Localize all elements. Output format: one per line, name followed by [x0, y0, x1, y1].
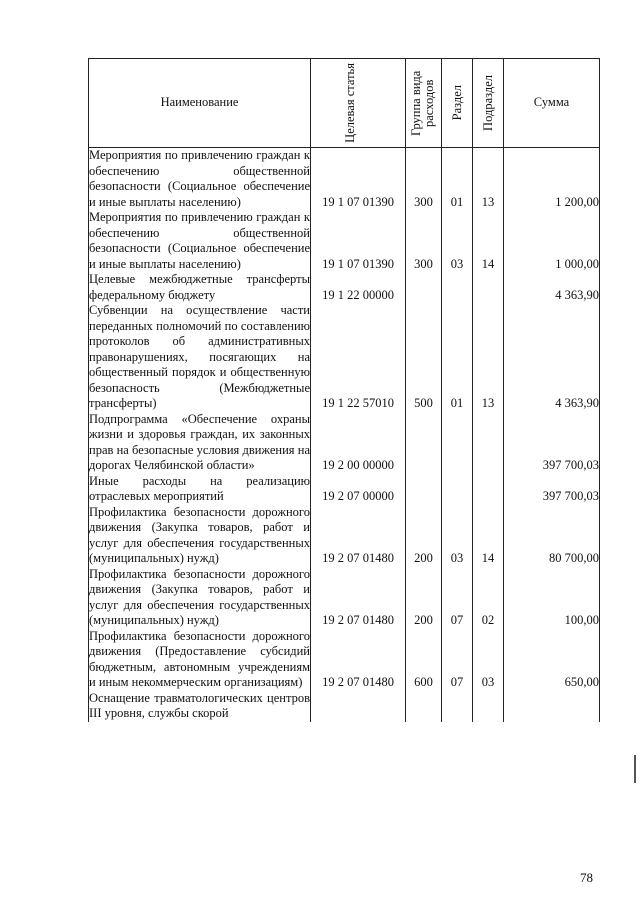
header-section: Раздел — [449, 85, 464, 121]
row-sum: 80 700,00 — [504, 505, 600, 567]
header-section-cell — [442, 59, 473, 148]
row-subsection — [473, 272, 504, 303]
table-row — [89, 272, 600, 303]
header-group: Группа вида расходов — [408, 70, 436, 136]
row-sum — [504, 691, 600, 722]
row-sum: 4 363,90 — [504, 272, 600, 303]
row-group — [406, 412, 442, 474]
row-target — [311, 691, 406, 722]
row-name: Мероприятия по привлечению граждан к обеспечению общественной безопасности (Социальное обеспечение и иные выплаты населению) — [89, 148, 310, 209]
header-sum: Сумма — [504, 59, 600, 148]
row-group: 300 — [406, 210, 442, 272]
row-subsection — [473, 474, 504, 505]
row-subsection: 13 — [473, 148, 504, 211]
row-name: Подпрограмма «Обеспечение охраны жизни и здоровья граждан, их законных прав на безопасные условия движения на дорогах Челябинской области» — [89, 411, 310, 472]
row-sum: 1 200,00 — [504, 148, 600, 211]
row-group — [406, 272, 442, 303]
row-subsection — [473, 412, 504, 474]
row-subsection: 13 — [473, 303, 504, 412]
header-subsection-cell — [473, 59, 504, 148]
row-target: 19 2 07 00000 — [311, 474, 406, 505]
row-group: 200 — [406, 567, 442, 629]
row-group: 500 — [406, 303, 442, 412]
row-name: Мероприятия по привлечению граждан к обеспечению общественной безопасности (Социальное обеспечение и иные выплаты населению) — [89, 210, 310, 271]
row-group: 300 — [406, 148, 442, 211]
row-name: Иные расходы на реализацию отраслевых мероприятий — [89, 473, 310, 503]
row-section: 03 — [442, 210, 473, 272]
row-subsection — [473, 691, 504, 722]
table-row — [89, 412, 600, 474]
row-section: 01 — [442, 303, 473, 412]
row-section: 07 — [442, 629, 473, 691]
row-group — [406, 474, 442, 505]
row-sum: 397 700,03 — [504, 474, 600, 505]
row-target: 19 1 22 00000 — [311, 272, 406, 303]
table-row — [89, 567, 600, 629]
row-section — [442, 272, 473, 303]
table-row — [89, 303, 600, 412]
row-subsection: 03 — [473, 629, 504, 691]
row-section: 07 — [442, 567, 473, 629]
row-name: Профилактика безопасности дорожного движения (Закупка товаров, работ и услуг для обеспечения государственных (муниципальных) нужд) — [89, 504, 310, 565]
header-group-cell — [406, 59, 442, 148]
row-name: Целевые межбюджетные трансферты федеральному бюджету — [89, 272, 310, 302]
budget-table — [88, 58, 600, 722]
row-section — [442, 691, 473, 722]
row-name: Оснащение травматологических центров III уровня, службы скорой — [89, 690, 310, 720]
row-name: Профилактика безопасности дорожного движения (Закупка товаров, работ и услуг для обеспечения государственных (муниципальных) нужд) — [89, 566, 310, 627]
row-section — [442, 412, 473, 474]
row-sum: 100,00 — [504, 567, 600, 629]
row-sum: 1 000,00 — [504, 210, 600, 272]
row-target: 19 1 07 01390 — [311, 210, 406, 272]
row-target: 19 2 00 00000 — [311, 412, 406, 474]
table-row — [89, 210, 600, 272]
row-section: 01 — [442, 148, 473, 211]
row-sum: 397 700,03 — [504, 412, 600, 474]
page-number: 78 — [580, 870, 593, 885]
row-section — [442, 474, 473, 505]
row-target: 19 1 07 01390 — [311, 148, 406, 211]
row-section: 03 — [442, 505, 473, 567]
row-target: 19 2 07 01480 — [311, 505, 406, 567]
row-group: 200 — [406, 505, 442, 567]
row-group — [406, 691, 442, 722]
header-subsection: Подраздел — [480, 75, 495, 131]
row-name: Профилактика безопасности дорожного движения (Предоставление субсидий бюджетным, автономным учреждениям и иным некоммерческим организациям) — [89, 628, 310, 689]
header-target: Целевая статья — [343, 63, 357, 143]
row-subsection: 14 — [473, 505, 504, 567]
row-target: 19 2 07 01480 — [311, 567, 406, 629]
row-sum: 4 363,90 — [504, 303, 600, 412]
table-row — [89, 505, 600, 567]
table-header-row — [89, 59, 600, 148]
table-row — [89, 148, 600, 211]
row-subsection: 02 — [473, 567, 504, 629]
row-target: 19 2 07 01480 — [311, 629, 406, 691]
row-subsection: 14 — [473, 210, 504, 272]
scan-edge-mark — [634, 755, 636, 783]
row-group: 600 — [406, 629, 442, 691]
table-row — [89, 691, 600, 722]
table-row — [89, 629, 600, 691]
row-target: 19 1 22 57010 — [311, 303, 406, 412]
table-row — [89, 474, 600, 505]
header-target-cell — [311, 59, 406, 148]
row-sum: 650,00 — [504, 629, 600, 691]
header-name: Наименование — [89, 59, 311, 148]
row-name: Субвенции на осуществление части переданных полномочий по составлению протоколов об административных правонарушениях, посягающих на общественный порядок и общественную безопасность (Межбюджетные трансферты) — [89, 303, 310, 410]
